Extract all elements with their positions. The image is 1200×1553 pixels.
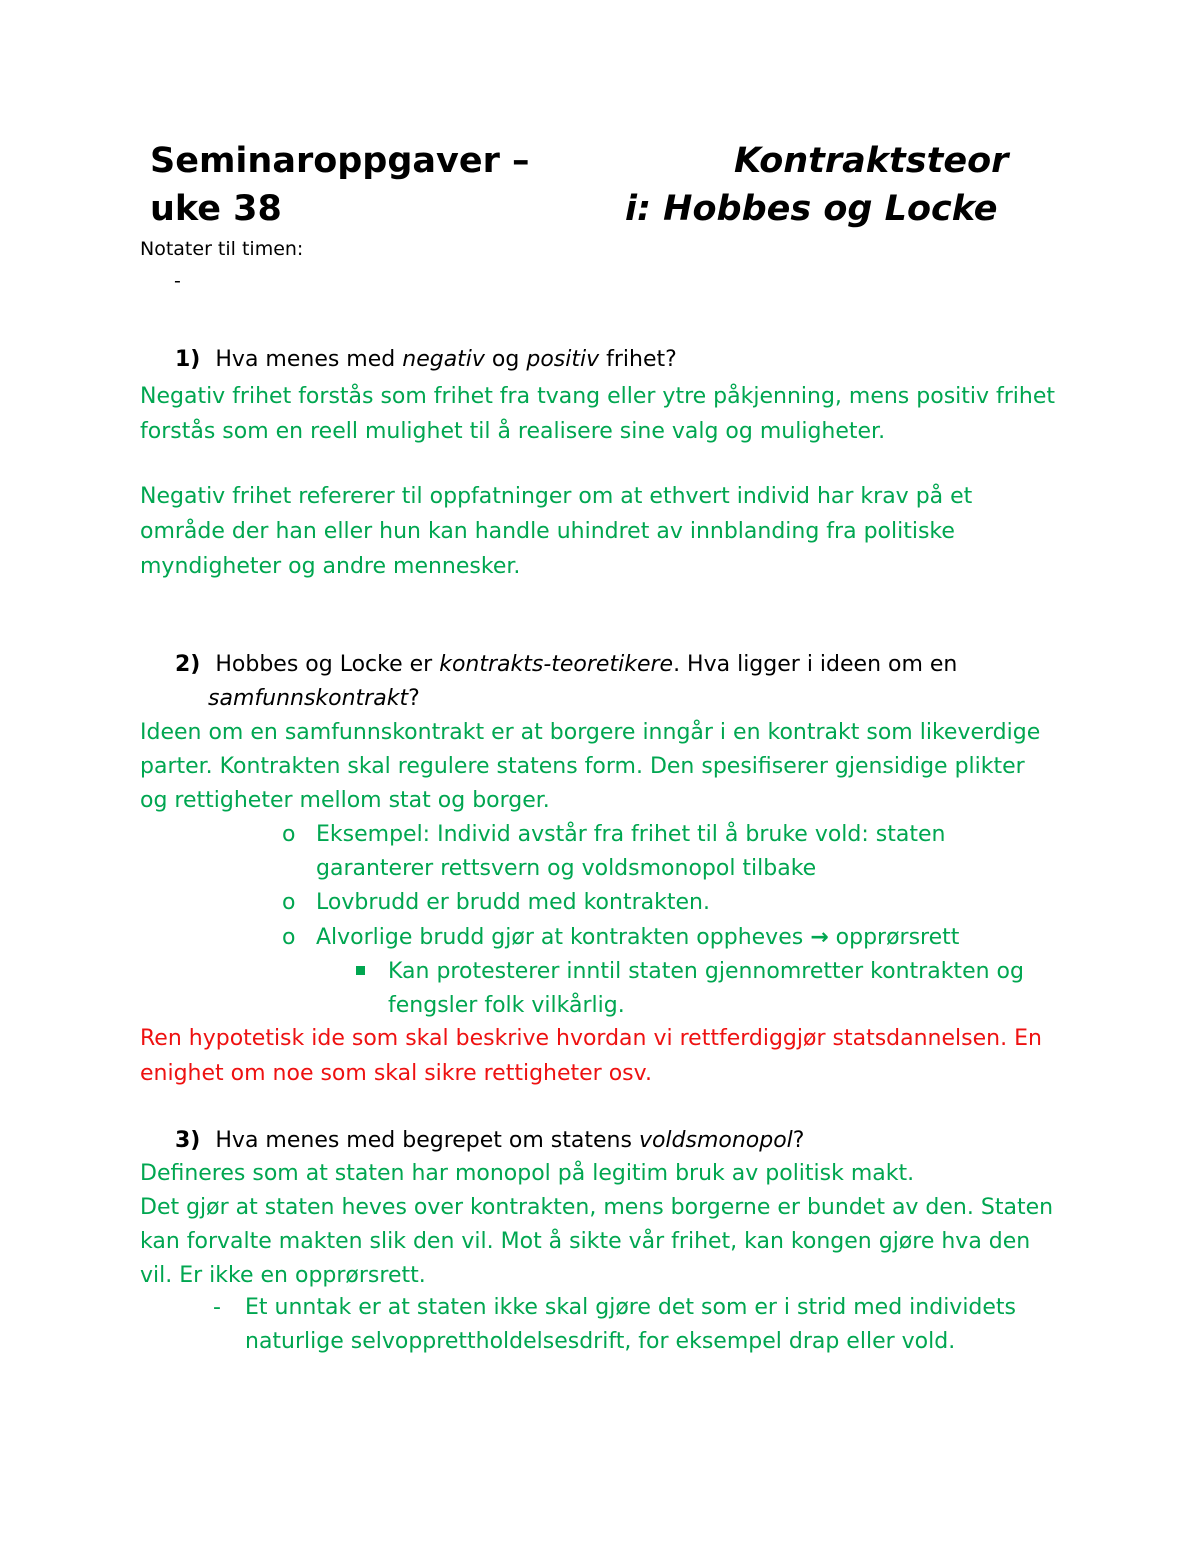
question-1-number: 1) bbox=[175, 347, 201, 372]
q2-bullet-2-line1: Lovbrudd er brudd med kontrakten. bbox=[316, 890, 710, 915]
notes-bullet: - bbox=[174, 270, 181, 292]
title-left-line2: uke 38 bbox=[150, 189, 282, 229]
q2-sub-bullet-line2: fengsler folk vilkårlig. bbox=[388, 993, 625, 1018]
square-bullet-icon bbox=[356, 966, 365, 975]
q1-answer-line: Negativ frihet forstås som frihet fra tvang eller ytre påkjenning, mens positiv frihet bbox=[140, 384, 1056, 409]
question-3-heading bbox=[175, 1124, 804, 1158]
q2-em-b: samfunnskontrakt bbox=[208, 686, 409, 711]
q3-dash-marker: - bbox=[213, 1295, 221, 1320]
question-2-number: 2) bbox=[175, 652, 201, 677]
arrow-right-icon: → bbox=[810, 925, 829, 950]
q1-text-a: Hva menes med bbox=[215, 347, 403, 372]
q3-text-a: Hva menes med begrepet om statens bbox=[215, 1128, 639, 1153]
title-left-line1: Seminaroppgaver – bbox=[150, 141, 530, 181]
title-right-line1: Kontraktsteor bbox=[734, 141, 1009, 181]
q2-bullet-3 bbox=[316, 921, 959, 955]
q1-text-c: frihet? bbox=[599, 347, 677, 372]
q2-em-a: kontrakts-teoretikere bbox=[439, 652, 674, 677]
q1-em-b: positiv bbox=[526, 347, 600, 372]
q2-sub-bullet-line1: Kan protesterer inntil staten gjennomretter kontrakten og bbox=[388, 959, 1024, 984]
q3-dash-item-line1: Et unntak er at staten ikke skal gjøre det som er i strid med individets bbox=[245, 1295, 1017, 1320]
question-1-heading bbox=[175, 343, 677, 377]
q2-answer-line: og rettigheter mellom stat og borger. bbox=[140, 788, 550, 813]
q1-answer-line: Negativ frihet refererer til oppfatninger om at ethvert individ har krav på et bbox=[140, 484, 973, 509]
q3-answer-line: vil. Er ikke en opprørsrett. bbox=[140, 1263, 426, 1288]
q2-text-a: Hobbes og Locke er bbox=[215, 652, 440, 677]
question-2-heading bbox=[175, 648, 957, 682]
q3-dash-item-line2: naturlige selvopprettholdelsesdrift, for eksempel drap eller vold. bbox=[245, 1329, 956, 1354]
question-2-heading-cont bbox=[208, 682, 420, 716]
q2-bullet-1-line1: Eksempel: Individ avstår fra frihet til å bruke vold: staten bbox=[316, 822, 946, 847]
q3-answer-line: Defineres som at staten har monopol på legitim bruk av politisk makt. bbox=[140, 1161, 915, 1186]
q3-answer-line: Det gjør at staten heves over kontrakten, mens borgerne er bundet av den. Staten bbox=[140, 1195, 1054, 1220]
q2-red-note-line: Ren hypotetisk ide som skal beskrive hvordan vi rettferdiggjør statsdannelsen. En bbox=[140, 1026, 1042, 1051]
bullet-marker: o bbox=[282, 925, 296, 950]
q2-text-b: . Hva ligger i ideen om en bbox=[673, 652, 958, 677]
q1-answer-line: forstås som en reell mulighet til å realisere sine valg og muligheter. bbox=[140, 419, 886, 444]
q1-em-a: negativ bbox=[402, 347, 485, 372]
q2-red-note-line: enighet om noe som skal sikre rettigheter osv. bbox=[140, 1061, 652, 1086]
q1-answer-line: myndigheter og andre mennesker. bbox=[140, 554, 521, 579]
title-right-line2: i: Hobbes og Locke bbox=[625, 189, 998, 229]
q2-answer-line: Ideen om en samfunnskontrakt er at borgere inngår i en kontrakt som likeverdige bbox=[140, 720, 1041, 745]
q2-answer-line: parter. Kontrakten skal regulere statens form. Den spesifiserer gjensidige plikter bbox=[140, 754, 1025, 779]
q2-bullet-3-after-arrow: opprørsrett bbox=[835, 925, 960, 950]
q1-answer-line: område der han eller hun kan handle uhindret av innblanding fra politiske bbox=[140, 519, 955, 544]
q3-text-b: ? bbox=[792, 1128, 805, 1153]
notes-label: Notater til timen: bbox=[140, 238, 304, 260]
q3-answer-line: kan forvalte makten slik den vil. Mot å sikte vår frihet, kan kongen gjøre hva den bbox=[140, 1229, 1031, 1254]
bullet-marker: o bbox=[282, 822, 296, 847]
q2-bullet-3-line1: Alvorlige brudd gjør at kontrakten oppheves bbox=[316, 925, 804, 950]
q2-text-c: ? bbox=[408, 686, 420, 711]
question-3-number: 3) bbox=[175, 1128, 201, 1153]
q2-bullet-1-line2: garanterer rettsvern og voldsmonopol tilbake bbox=[316, 856, 817, 881]
q3-em-a: voldsmonopol bbox=[638, 1128, 793, 1153]
q1-text-b: og bbox=[484, 347, 527, 372]
bullet-marker: o bbox=[282, 890, 296, 915]
